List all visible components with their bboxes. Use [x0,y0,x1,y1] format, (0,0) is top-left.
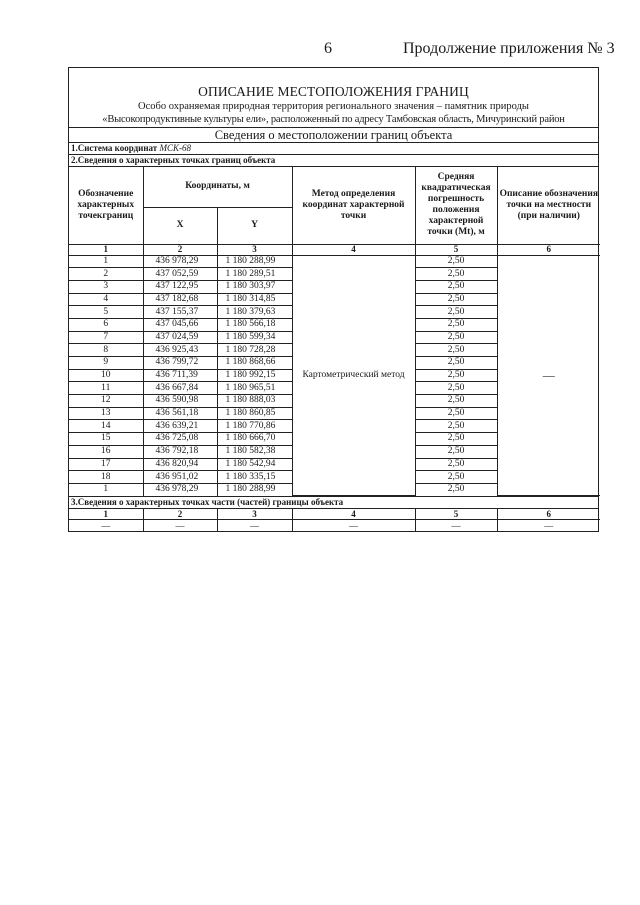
point-number-cell: 8 [69,344,143,357]
header-point-designation: Обозначение характерных точекграниц [69,167,143,244]
accuracy-cell: 2,50 [415,369,497,382]
x-coordinate-cell: 436 561,18 [143,407,217,420]
x-coordinate-cell: 436 711,39 [143,369,217,382]
part-column-number-5: 5 [415,509,497,520]
point-number-cell: 9 [69,357,143,370]
point-number-cell: 1 [69,255,143,268]
point-number-cell: 12 [69,395,143,408]
page-number: 6 [324,40,332,57]
column-number-2: 2 [143,244,217,255]
x-coordinate-cell: 436 925,43 [143,344,217,357]
table-row [69,255,600,268]
object-type: Особо охраняемая природная территория регионального значения – памятник природы [138,101,529,112]
title-block [69,68,598,143]
column-number-5: 5 [415,244,497,255]
header-x: X [143,207,217,244]
accuracy-cell: 2,50 [415,407,497,420]
part-value-4: — [292,520,415,532]
x-coordinate-cell: 437 182,68 [143,293,217,306]
boundary-description-document [68,67,599,532]
point-number-cell: 1 [69,483,143,495]
point-number-cell: 17 [69,458,143,471]
part-boundary-table [69,509,600,531]
x-coordinate-cell: 436 792,18 [143,445,217,458]
method-cell: Картометрический метод [292,255,415,496]
y-coordinate-cell: 1 180 379,63 [217,306,292,319]
y-coordinate-cell: 1 180 288,99 [217,255,292,268]
accuracy-cell: 2,50 [415,357,497,370]
y-coordinate-cell: 1 180 582,38 [217,445,292,458]
x-coordinate-cell: 437 155,37 [143,306,217,319]
coordinate-system-row [69,143,598,155]
y-coordinate-cell: 1 180 335,15 [217,471,292,484]
column-number-3: 3 [217,244,292,255]
point-number-cell: 5 [69,306,143,319]
x-coordinate-cell: 436 799,72 [143,357,217,370]
x-coordinate-cell: 437 024,59 [143,331,217,344]
y-coordinate-cell: 1 180 992,15 [217,369,292,382]
part-value-2: — [143,520,217,532]
accuracy-cell: 2,50 [415,293,497,306]
coordinate-system-value: МСК-68 [159,143,191,153]
x-coordinate-cell: 436 951,02 [143,471,217,484]
x-coordinate-cell: 437 045,66 [143,318,217,331]
accuracy-cell: 2,50 [415,395,497,408]
accuracy-cell: 2,50 [415,318,497,331]
y-coordinate-cell: 1 180 542,94 [217,458,292,471]
section3-heading: 3.Сведения о характерных точках части (частей) границы объекта [69,496,598,509]
header-method: Метод определения координат характерной точки [292,167,415,244]
part-column-number-1: 1 [69,509,143,520]
y-coordinate-cell: 1 180 770,86 [217,420,292,433]
accuracy-cell: 2,50 [415,306,497,319]
part-column-number-4: 4 [292,509,415,520]
point-number-cell: 2 [69,268,143,281]
x-coordinate-cell: 436 667,84 [143,382,217,395]
accuracy-cell: 2,50 [415,445,497,458]
accuracy-cell: 2,50 [415,483,497,495]
y-coordinate-cell: 1 180 288,99 [217,483,292,495]
y-coordinate-cell: 1 180 566,18 [217,318,292,331]
part-value-5: — [415,520,497,532]
object-name-address: «Высокопродуктивные культуры ели», расположенный по адресу Тамбовская область, Мичуринский район [102,114,565,125]
part-value-1: — [69,520,143,532]
part-column-number-6: 6 [497,509,600,520]
point-number-cell: 4 [69,293,143,306]
point-number-cell: 13 [69,407,143,420]
header-description: Описание обозначения точки на местности (при наличии) [497,167,600,244]
boundary-points-table [69,167,600,496]
x-coordinate-cell: 436 725,08 [143,433,217,446]
point-number-cell: 16 [69,445,143,458]
point-number-cell: 14 [69,420,143,433]
y-coordinate-cell: 1 180 289,51 [217,268,292,281]
y-coordinate-cell: 1 180 599,34 [217,331,292,344]
point-number-cell: 15 [69,433,143,446]
part-column-number-3: 3 [217,509,292,520]
part-value-3: — [217,520,292,532]
point-number-cell: 11 [69,382,143,395]
appendix-caption: Продолжение приложения № 3 [403,40,615,57]
point-number-cell: 3 [69,280,143,293]
accuracy-cell: 2,50 [415,458,497,471]
y-coordinate-cell: 1 180 303,97 [217,280,292,293]
y-coordinate-cell: 1 180 965,51 [217,382,292,395]
part-column-number-2: 2 [143,509,217,520]
section-title: Сведения о местоположении границ объекта [69,127,598,142]
x-coordinate-cell: 436 820,94 [143,458,217,471]
header-accuracy: Средняя квадратическая погрешность положения характерной точки (Mt), м [415,167,497,244]
x-coordinate-cell: 436 590,98 [143,395,217,408]
accuracy-cell: 2,50 [415,280,497,293]
y-coordinate-cell: 1 180 860,85 [217,407,292,420]
y-coordinate-cell: 1 180 868,66 [217,357,292,370]
section2-heading: 2.Сведения о характерных точках границ объекта [69,155,598,167]
y-coordinate-cell: 1 180 314,85 [217,293,292,306]
x-coordinate-cell: 436 639,21 [143,420,217,433]
x-coordinate-cell: 436 978,29 [143,255,217,268]
y-coordinate-cell: 1 180 888,03 [217,395,292,408]
coordinate-system-label: 1.Система координат [71,143,160,153]
accuracy-cell: 2,50 [415,331,497,344]
x-coordinate-cell: 437 052,59 [143,268,217,281]
column-number-6: 6 [497,244,600,255]
accuracy-cell: 2,50 [415,433,497,446]
accuracy-cell: 2,50 [415,382,497,395]
accuracy-cell: 2,50 [415,255,497,268]
header-coordinates: Координаты, м [143,167,292,207]
part-value-6: — [497,520,600,532]
point-number-cell: 18 [69,471,143,484]
point-number-cell: 6 [69,318,143,331]
point-number-cell: 7 [69,331,143,344]
y-coordinate-cell: 1 180 666,70 [217,433,292,446]
accuracy-cell: 2,50 [415,471,497,484]
accuracy-cell: 2,50 [415,344,497,357]
description-cell: — [497,255,600,496]
document-title: ОПИСАНИЕ МЕСТОПОЛОЖЕНИЯ ГРАНИЦ [198,84,469,99]
point-number-cell: 10 [69,369,143,382]
y-coordinate-cell: 1 180 728,28 [217,344,292,357]
accuracy-cell: 2,50 [415,268,497,281]
accuracy-cell: 2,50 [415,420,497,433]
column-number-4: 4 [292,244,415,255]
header-y: Y [217,207,292,244]
points-table-body [69,255,600,496]
x-coordinate-cell: 437 122,95 [143,280,217,293]
column-number-1: 1 [69,244,143,255]
x-coordinate-cell: 436 978,29 [143,483,217,495]
